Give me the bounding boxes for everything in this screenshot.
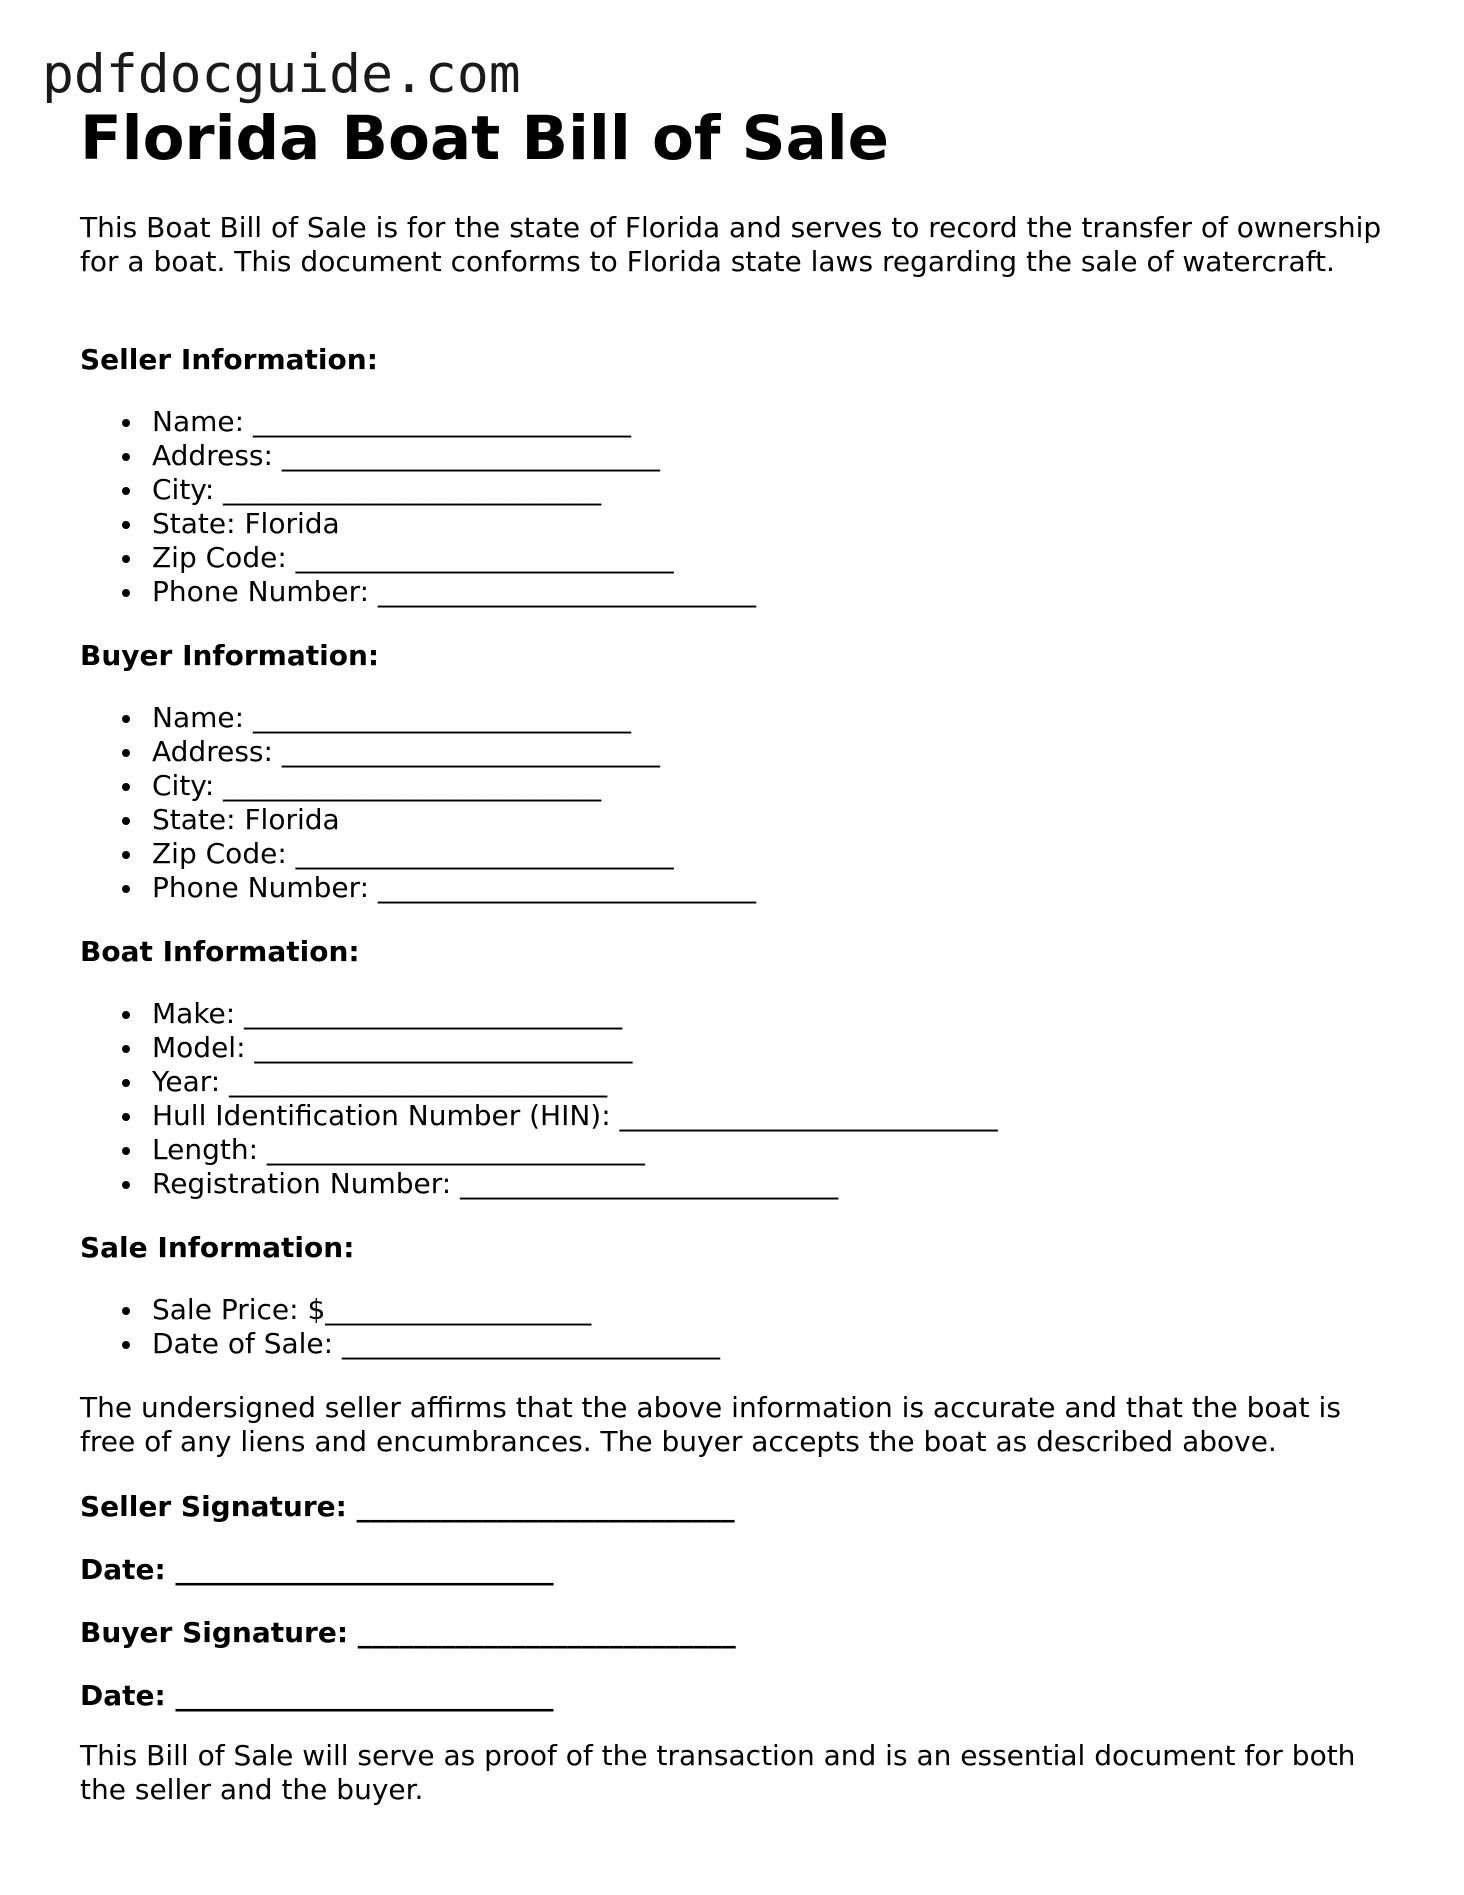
buyer-fields bbox=[80, 701, 756, 905]
affirmation-paragraph: The undersigned seller affirms that the above information is accurate and that the boat is free of any liens and encumbrances. The buyer accepts the boat as described above. bbox=[80, 1391, 1341, 1458]
boat-fields bbox=[80, 997, 998, 1201]
seller-fields bbox=[80, 405, 756, 609]
seller-address-field: Address: ___________________________ bbox=[80, 439, 756, 473]
intro-paragraph: This Boat Bill of Sale is for the state of Florida and serves to record the transfer of ownership for a boat. This document conforms to Florida state laws regarding the sale of watercraft. bbox=[80, 211, 1382, 278]
boat-registration-field: Registration Number: ___________________________ bbox=[80, 1167, 998, 1201]
sale-heading: Sale Information: bbox=[80, 1231, 355, 1264]
watermark: pdfdocguide.com bbox=[42, 44, 521, 105]
sale-price-field: Sale Price: $___________________ bbox=[80, 1293, 720, 1327]
seller-state-field: State: Florida bbox=[80, 507, 756, 541]
seller-city-field: City: ___________________________ bbox=[80, 473, 756, 507]
boat-length-field: Length: ___________________________ bbox=[80, 1133, 998, 1167]
buyer-state-field: State: Florida bbox=[80, 803, 756, 837]
seller-phone-field: Phone Number: ___________________________ bbox=[80, 575, 756, 609]
seller-zip-field: Zip Code: ___________________________ bbox=[80, 541, 756, 575]
buyer-date-line: Date: ___________________________ bbox=[80, 1679, 554, 1712]
closing-paragraph: This Bill of Sale will serve as proof of the transaction and is an essential document for both the seller and the buyer. bbox=[80, 1739, 1356, 1806]
buyer-phone-field: Phone Number: ___________________________ bbox=[80, 871, 756, 905]
buyer-city-field: City: ___________________________ bbox=[80, 769, 756, 803]
seller-signature-line: Seller Signature: ___________________________ bbox=[80, 1490, 735, 1523]
sale-fields bbox=[80, 1293, 720, 1361]
boat-year-field: Year: ___________________________ bbox=[80, 1065, 998, 1099]
buyer-signature-line: Buyer Signature: ___________________________ bbox=[80, 1616, 736, 1649]
seller-date-line: Date: ___________________________ bbox=[80, 1553, 554, 1586]
seller-name-field: Name: ___________________________ bbox=[80, 405, 756, 439]
seller-heading: Seller Information: bbox=[80, 343, 378, 376]
boat-heading: Boat Information: bbox=[80, 935, 360, 968]
sale-date-field: Date of Sale: ___________________________ bbox=[80, 1327, 720, 1361]
buyer-address-field: Address: ___________________________ bbox=[80, 735, 756, 769]
buyer-name-field: Name: ___________________________ bbox=[80, 701, 756, 735]
buyer-heading: Buyer Information: bbox=[80, 639, 380, 672]
boat-make-field: Make: ___________________________ bbox=[80, 997, 998, 1031]
document-title: Florida Boat Bill of Sale bbox=[80, 103, 890, 174]
boat-model-field: Model: ___________________________ bbox=[80, 1031, 998, 1065]
boat-hin-field: Hull Identification Number (HIN): ___________________________ bbox=[80, 1099, 998, 1133]
buyer-zip-field: Zip Code: ___________________________ bbox=[80, 837, 756, 871]
